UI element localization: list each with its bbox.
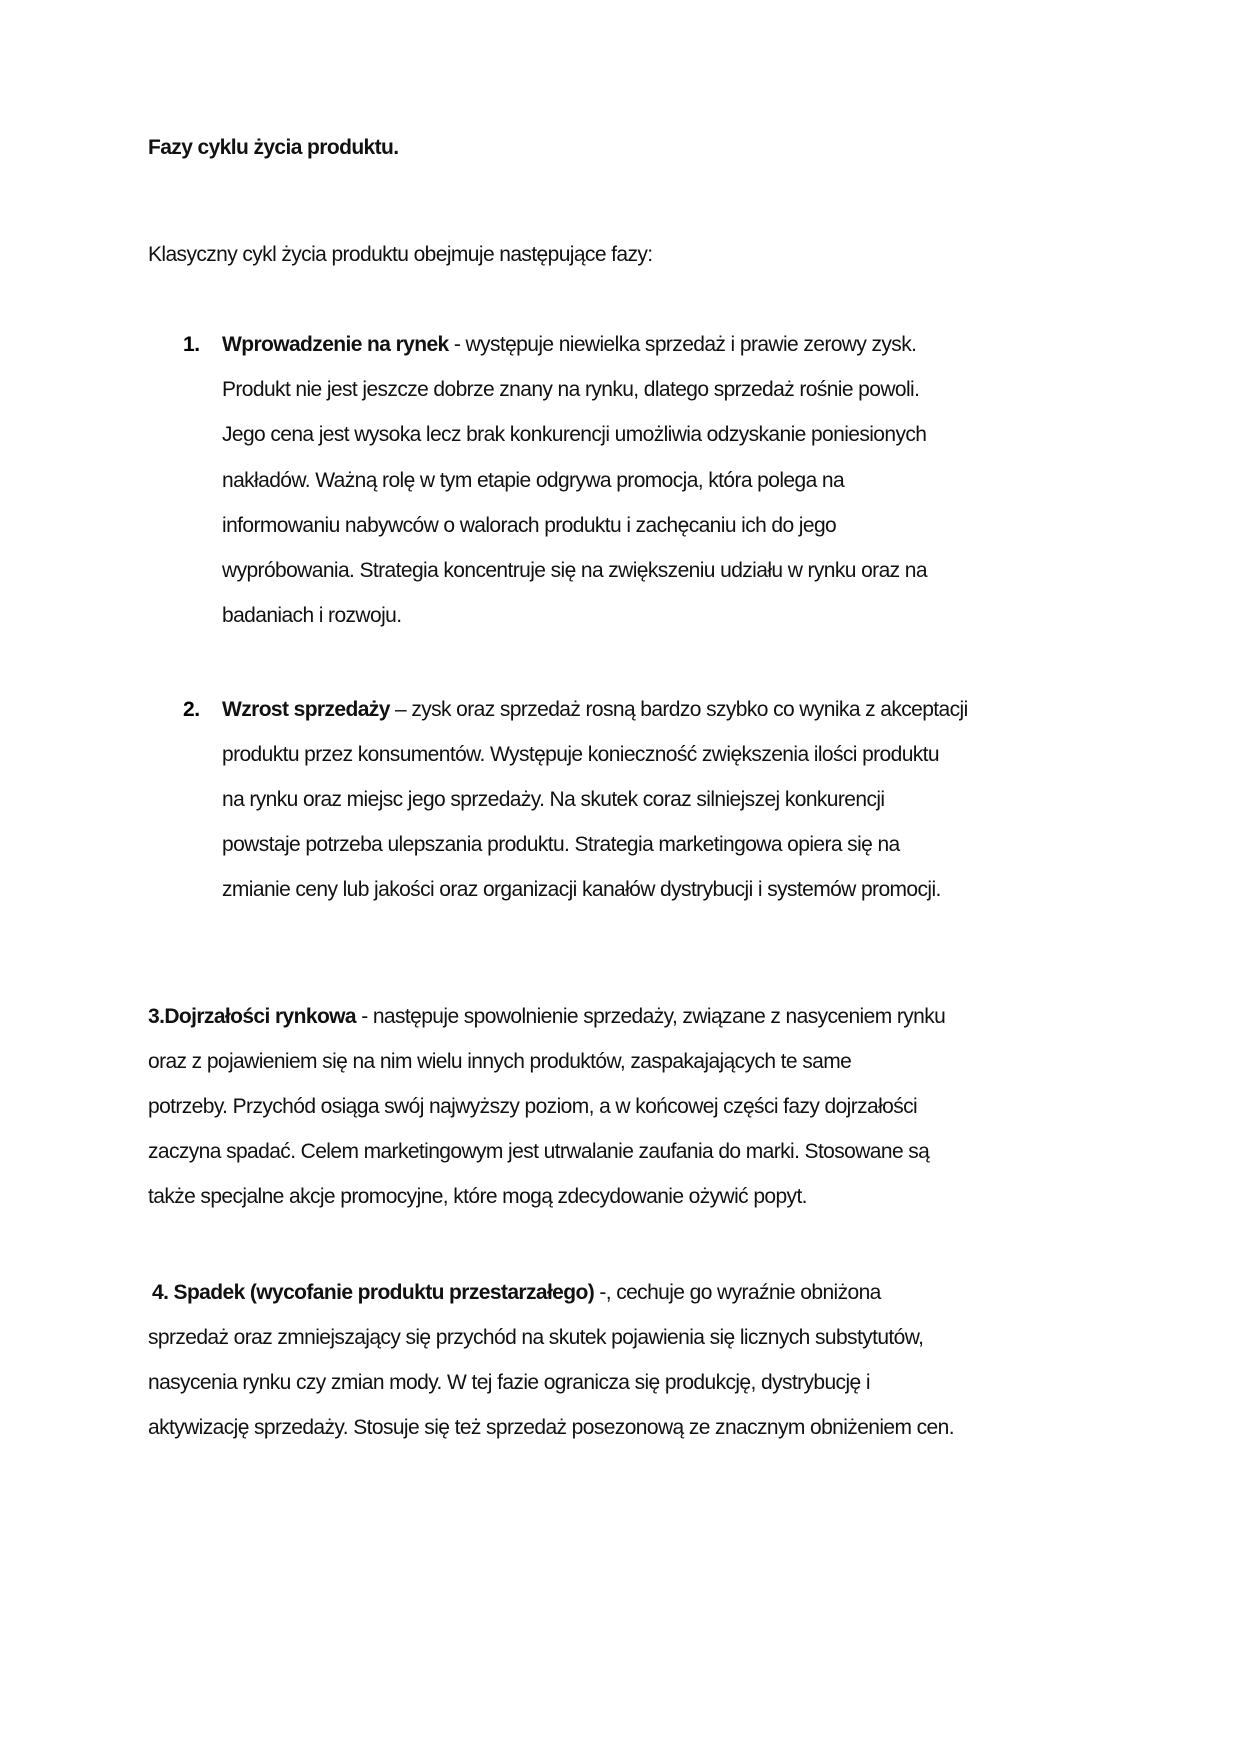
- phase-2-line-5: zmianie ceny lub jakości oraz organizacji kanałów dystrybucji i systemów promocji.: [222, 878, 941, 901]
- phase-1-line-4: nakładów. Ważną rolę w tym etapie odgrywa promocja, która polega na: [222, 469, 845, 492]
- phase-2-heading: Wzrost sprzedaży: [222, 698, 390, 721]
- phase-3-line-5: także specjalne akcje promocyjne, które mogą zdecydowanie ożywić popyt.: [148, 1185, 807, 1208]
- document-title: Fazy cyklu życia produktu.: [148, 136, 399, 159]
- phase-2-text: – zysk oraz sprzedaż rosną bardzo szybko co wynika z akceptacji: [389, 698, 968, 721]
- phase-4-line-2: sprzedaż oraz zmniejszający się przychód na skutek pojawienia się licznych substytutów,: [148, 1326, 924, 1349]
- phase-1-number: 1.: [183, 333, 200, 356]
- phase-4-line-1: [152, 1279, 881, 1307]
- phase-1-line-1: [222, 331, 916, 359]
- phase-2-number: 2.: [183, 698, 200, 721]
- phase-1-line-3: Jego cena jest wysoka lecz brak konkurencji umożliwia odzyskanie poniesionych: [222, 423, 927, 446]
- phase-1-text: - występuje niewielka sprzedaż i prawie zerowy zysk.: [448, 333, 917, 356]
- phase-4-heading: 4. Spadek (wycofanie produktu przestarzałego): [152, 1281, 595, 1304]
- phase-4-line-4: aktywizację sprzedaży. Stosuje się też sprzedaż posezonową ze znacznym obniżeniem cen.: [148, 1416, 954, 1439]
- phase-1-heading: Wprowadzenie na rynek: [222, 333, 449, 356]
- phase-4-line-3: nasycenia rynku czy zmian mody. W tej fazie ogranicza się produkcję, dystrybucję i: [148, 1371, 870, 1394]
- phase-2-line-3: na rynku oraz miejsc jego sprzedaży. Na skutek coraz silniejszej konkurencji: [222, 788, 885, 811]
- phase-3-line-1: [148, 1003, 945, 1031]
- phase-1-line-2: Produkt nie jest jeszcze dobrze znany na rynku, dlatego sprzedaż rośnie powoli.: [222, 378, 920, 401]
- phase-2-line-4: powstaje potrzeba ulepszania produktu. Strategia marketingowa opiera się na: [222, 833, 900, 856]
- phase-3-line-4: zaczyna spadać. Celem marketingowym jest utrwalanie zaufania do marki. Stosowane są: [148, 1140, 930, 1163]
- phase-1-line-6: wypróbowania. Strategia koncentruje się na zwiększeniu udziału w rynku oraz na: [222, 559, 927, 582]
- intro-paragraph: Klasyczny cykl życia produktu obejmuje następujące fazy:: [148, 243, 653, 266]
- phase-3-heading: 3.Dojrzałości rynkowa: [148, 1005, 356, 1028]
- phase-3-text: - następuje spowolnienie sprzedaży, związane z nasyceniem rynku: [355, 1005, 946, 1028]
- phase-4-text: -, cechuje go wyraźnie obniżona: [594, 1281, 881, 1304]
- phase-2-line-1: [222, 696, 968, 724]
- phase-3-line-3: potrzeby. Przychód osiąga swój najwyższy poziom, a w końcowej części fazy dojrzałości: [148, 1095, 918, 1118]
- phase-1-line-7: badaniach i rozwoju.: [222, 604, 402, 627]
- phase-3-line-2: oraz z pojawieniem się na nim wielu innych produktów, zaspakajających te same: [148, 1050, 852, 1073]
- phase-1-line-5: informowaniu nabywców o walorach produktu i zachęcaniu ich do jego: [222, 514, 837, 537]
- phase-2-line-2: produktu przez konsumentów. Występuje konieczność zwiększenia ilości produktu: [222, 743, 939, 766]
